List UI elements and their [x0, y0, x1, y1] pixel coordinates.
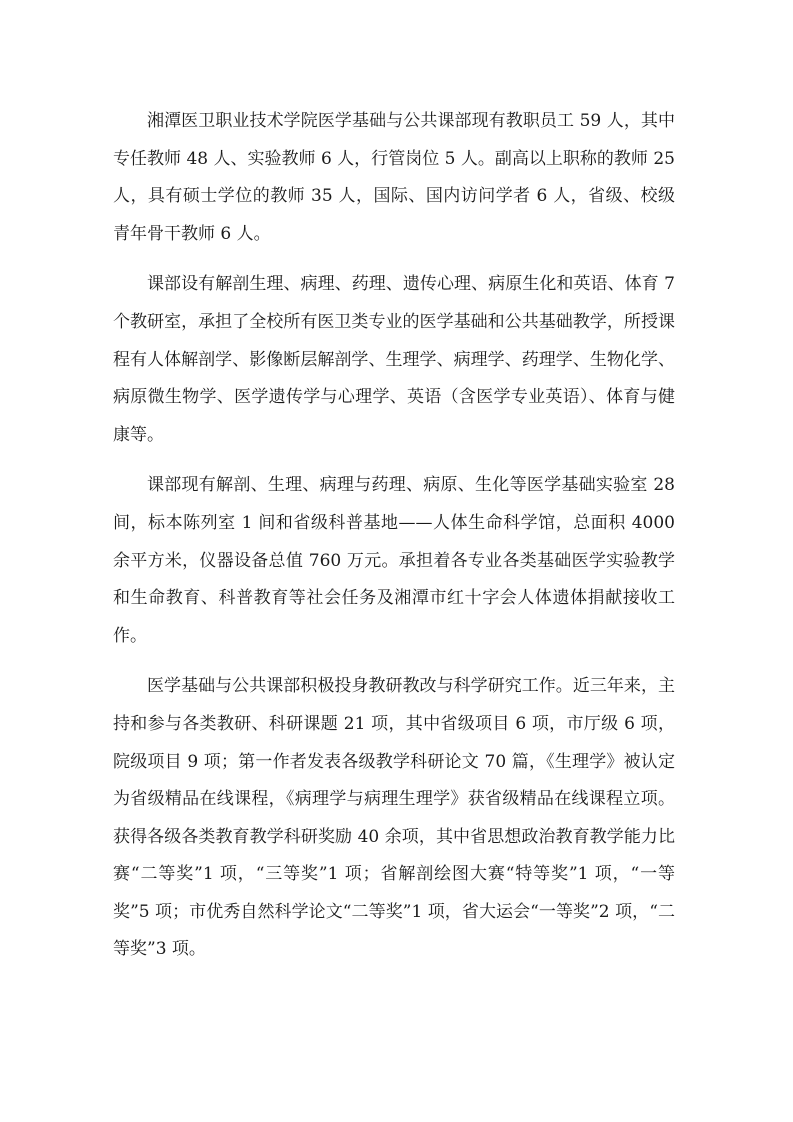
document-body: [113, 103, 675, 982]
paragraph-research-awards: 医学基础与公共课部积极投身教研教改与科学研究工作。近三年来，主持和参与各类教研、科研课题 21 项，其中省级项目 6 项，市厅级 6 项，院级项目 9 项；第一作者发表各级教学科研论文 70 篇，《生理学》被认定为省级精品在线课程，《病理学与病理生理学》获省级精品在线课程立项。获得各级各类教育教学科研奖励 40 余项，其中省思想政治教育教学能力比赛“二等奖”1 项，“三等奖”1 项；省解剖绘图大赛“特等奖”1 项，“一等奖”5 项；市优秀自然科学论文“二等奖”1 项，省大运会“一等奖”2 项，“二等奖”3 项。: [113, 676, 675, 960]
paragraph-teaching-sections: 课部设有解剖生理、病理、药理、遗传心理、病原生化和英语、体育 7 个教研室，承担了全校所有医卫类专业的医学基础和公共基础教学，所授课程有人体解剖学、影像断层解剖学、生理学、病理学、药理学、生物化学、病原微生物学、医学遗传学与心理学、英语（含医学专业英语）、体育与健康等。: [113, 274, 675, 445]
paragraph-laboratories: 课部现有解剖、生理、病理与药理、病原、生化等医学基础实验室 28 间，标本陈列室 1 间和省级科普基地——人体生命科学馆，总面积 4000 余平方米，仪器设备总值 760 万元。承担着各专业各类基础医学实验教学和生命教育、科普教育等社会任务及湘潭市红十字会人体遗体捐献接收工作。: [113, 475, 675, 646]
paragraph-staff: 湘潭医卫职业技术学院医学基础与公共课部现有教职员工 59 人，其中专任教师 48 人、实验教师 6 人，行管岗位 5 人。副高以上职称的教师 25 人，具有硕士学位的教师 35 人，国际、国内访问学者 6 人，省级、校级青年骨干教师 6 人。: [113, 111, 675, 244]
